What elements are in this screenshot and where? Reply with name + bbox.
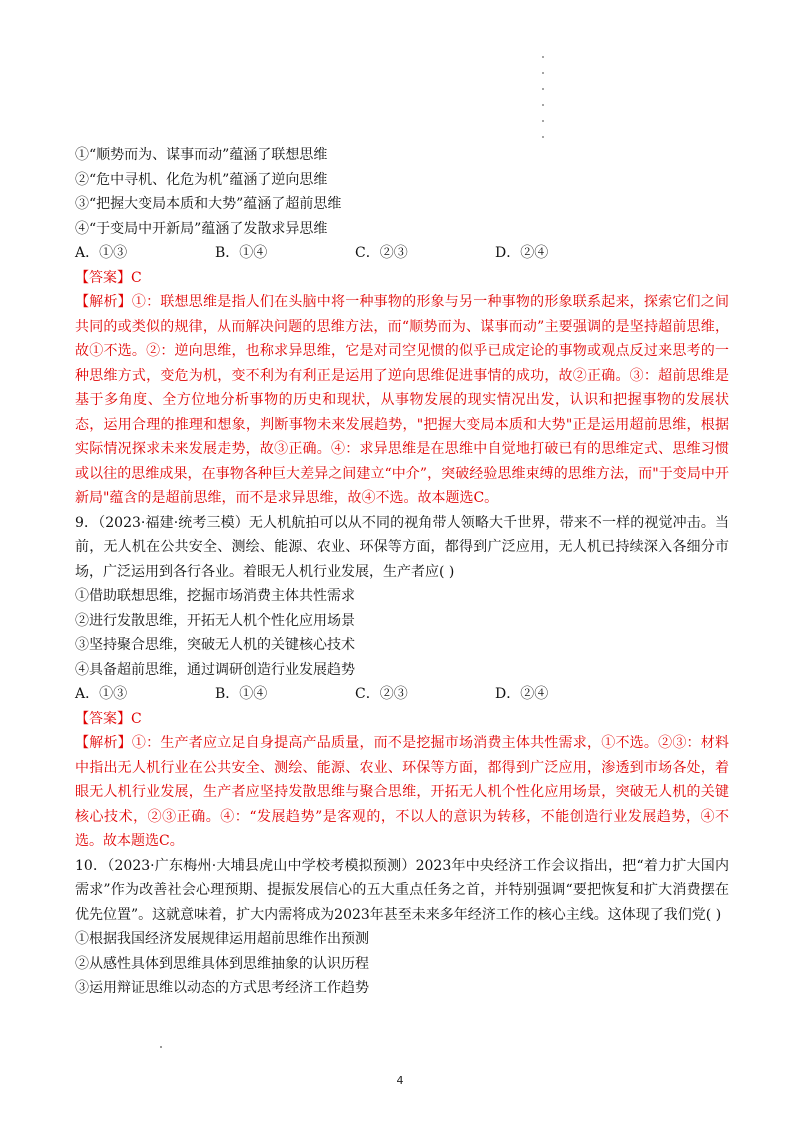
q9-item-2: ②进行发散思维，开拓无人机个性化应用场景	[75, 612, 355, 629]
margin-mark	[160, 1046, 162, 1048]
q8-option-c: C．②③	[355, 245, 408, 261]
q8-item-3: ③“把握大变局本质和大势”蕴涵了超前思维	[75, 196, 342, 212]
q9-option-a: A．①③	[75, 686, 128, 702]
q9-item-1: ①借助联想思维，挖掘市场消费主体共性需求	[75, 588, 355, 604]
margin-dots	[542, 56, 546, 152]
q8-item-2: ②“危中寻机、化危为机”蕴涵了逆向思维	[75, 171, 328, 188]
q9-option-b: B．①④	[215, 686, 268, 702]
q10-item-2: ②从感性具体到思维具体到思维抽象的认识历程	[75, 955, 369, 972]
question-9	[75, 511, 729, 854]
q9-analysis: 【解析】①：生产者应立足自身提高产品质量，而不是挖掘市场消费主体共性需求，①不选。②③：材料中指出无人机行业在公共安全、测绘、能源、农业、环保等方面，都得到广泛应用，渗透到市场各处，着眼无人机行业发展，生产者应坚持发散思维与聚合思维，开拓无人机个性化应用场景，突破无人机的关键核心技术，②③正确。④：“发展趋势”是客观的，不以人的意识为转移，不能创造行业发展趋势，④不选。故本题选C。	[75, 735, 729, 849]
q8-item-4: ④“于变局中开新局”蕴涵了发散求异思维	[75, 220, 328, 237]
q10-item-3: ③运用辩证思维以动态的方式思考经济工作趋势	[75, 980, 369, 996]
q8-option-d: D．②④	[495, 245, 549, 261]
q8-item-1: ①“顺势而为、谋事而动”蕴涵了联想思维	[75, 147, 328, 163]
q10-item-1: ①根据我国经济发展规律运用超前思维作出预测	[75, 931, 369, 947]
q9-item-4: ④具备超前思维，通过调研创造行业发展趋势	[75, 661, 355, 678]
q9-stem: 9．（2023·福建·统考三模）无人机航拍可以从不同的视角带人领略大千世界，带来不一样的视觉冲击。当前，无人机在公共安全、测绘、能源、农业、环保等方面，都得到广泛应用，无人机已持续深入各细分市场，广泛运用到各行各业。着眼无人机行业发展，生产者应( )	[75, 514, 729, 580]
q9-item-3: ③坚持聚合思维，突破无人机的关键核心技术	[75, 637, 355, 653]
q8-options	[75, 241, 729, 266]
q8-analysis: 【解析】①：联想思维是指人们在头脑中将一种事物的形象与另一种事物的形象联系起来，探索它们之间共同的或类似的规律，从而解决问题的思维方法，而“顺势而为、谋事而动”主要强调的是坚持超前思维，故①不选。②：逆向思维，也称求异思维，它是对司空见惯的似乎已成定论的事物或观点反过来思考的一种思维方式，变危为机，变不利为有利正是运用了逆向思维促进事情的成功，故②正确。③：超前思维是基于多角度、全方位地分析事物的历史和现状，从事物发展的现实情况出发，认识和把握事物的发展状态，运用合理的推理和想象，判断事物未来发展趋势，"把握大变局本质和大势"正是运用超前思维，根据实际情况探求未来发展走势，故③正确。④：求异思维是在思维中自觉地打破已有的思维定式、思维习惯或以往的思维成果，在事物各种巨大差异之间建立“中介”，突破经验思维束缚的思维方法，而"于变局中开新局"蕴含的是超前思维，而不是求异思维，故④不选。故本题选C。	[75, 294, 729, 506]
q10-stem: 10．（2023·广东梅州·大埔县虎山中学校考模拟预测）2023年中央经济工作会议指出，把“着力扩大国内需求”作为改善社会心理预期、提振发展信心的五大重点任务之首，并特别强调“要把恢复和扩大消费摆在优先位置”。这就意味着，扩大内需将成为2023年甚至未来多年经济工作的核心主线。这体现了我们党( )	[75, 857, 729, 923]
question-8	[75, 143, 729, 511]
q9-answer: 【答案】C	[75, 710, 142, 727]
q9-options	[75, 682, 729, 707]
page-number: 4	[396, 1074, 404, 1087]
question-10	[75, 854, 729, 1001]
page-content	[75, 143, 729, 1001]
q9-option-c: C．②③	[355, 686, 408, 702]
q8-option-a: A．①③	[75, 245, 128, 261]
q9-option-d: D．②④	[495, 686, 549, 702]
q8-option-b: B．①④	[215, 245, 268, 261]
q8-answer: 【答案】C	[75, 269, 142, 286]
